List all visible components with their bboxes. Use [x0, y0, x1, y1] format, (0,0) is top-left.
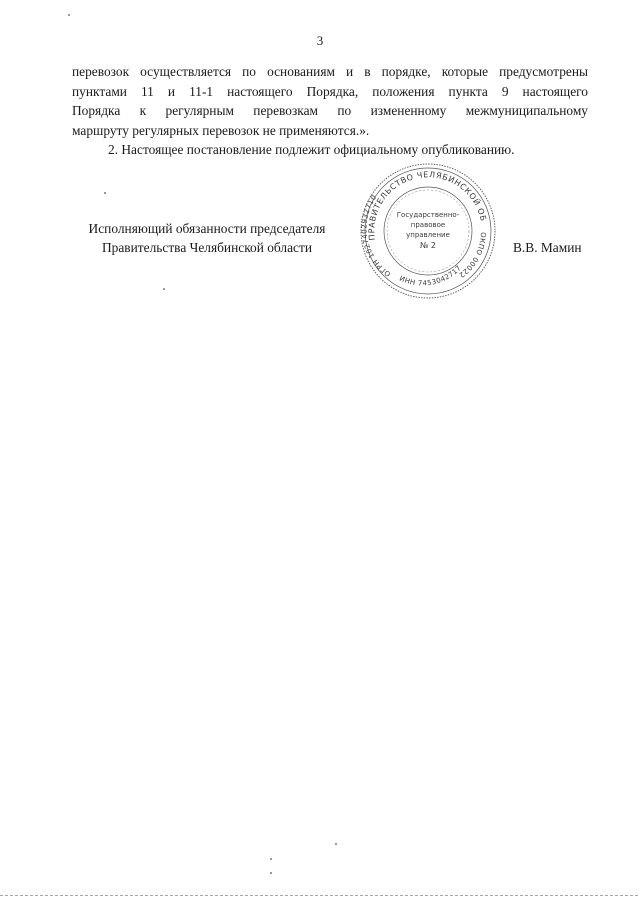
- paragraph-2: 2. Настоящее постановление подлежит официальному опубликованию.: [108, 142, 515, 158]
- page-number: 3: [316, 33, 324, 48]
- scan-speck: [163, 288, 165, 290]
- seal-center-line: Государственно-: [396, 211, 460, 219]
- scan-speck: [270, 858, 272, 860]
- signatory-title-line: Правительства Челябинской области: [102, 240, 312, 256]
- seal-center-line: правовое: [410, 221, 446, 229]
- svg-text:ИНН 7453042717: [398, 264, 463, 288]
- document-body: [72, 62, 588, 160]
- scan-speck: [104, 192, 106, 194]
- signatory-name: В.В. Мамин: [513, 240, 582, 255]
- paragraph-1-line: Порядка к регулярным перевозкам по измененному межмуниципальному: [72, 103, 588, 119]
- paragraph-1-line: маршруту регулярных перевозок не применяются.».: [72, 122, 370, 138]
- seal-center-line: управление: [406, 231, 450, 239]
- official-seal: [355, 160, 500, 302]
- seal-ogrn-text: ОГРН 1027402932710: [360, 193, 393, 278]
- seal-inn-text: ИНН 7453042717: [398, 263, 464, 288]
- paragraph-1: [72, 62, 588, 140]
- scan-speck: [335, 843, 337, 845]
- scan-speck: [270, 872, 272, 874]
- paragraph-1-line: пунктами 11 и 11-1 настоящего Порядка, положения пункта 9 настоящего: [72, 83, 588, 99]
- seal-ring-text: ПРАВИТЕЛЬСТВО ЧЕЛЯБИНСКОЙ ОБ: [367, 170, 488, 241]
- paragraph-1-line: перевозок осуществляется по основаниям и в порядке, которые предусмотрены: [72, 64, 588, 79]
- seal-okpo-text: ОКПО 00022: [457, 231, 488, 280]
- signatory-title: [72, 219, 342, 258]
- seal-center-line: № 2: [420, 241, 436, 250]
- scan-speck: [68, 14, 70, 16]
- scan-edge-line: [0, 895, 640, 896]
- signatory-title-line: Исполняющий обязанности председателя: [88, 221, 326, 236]
